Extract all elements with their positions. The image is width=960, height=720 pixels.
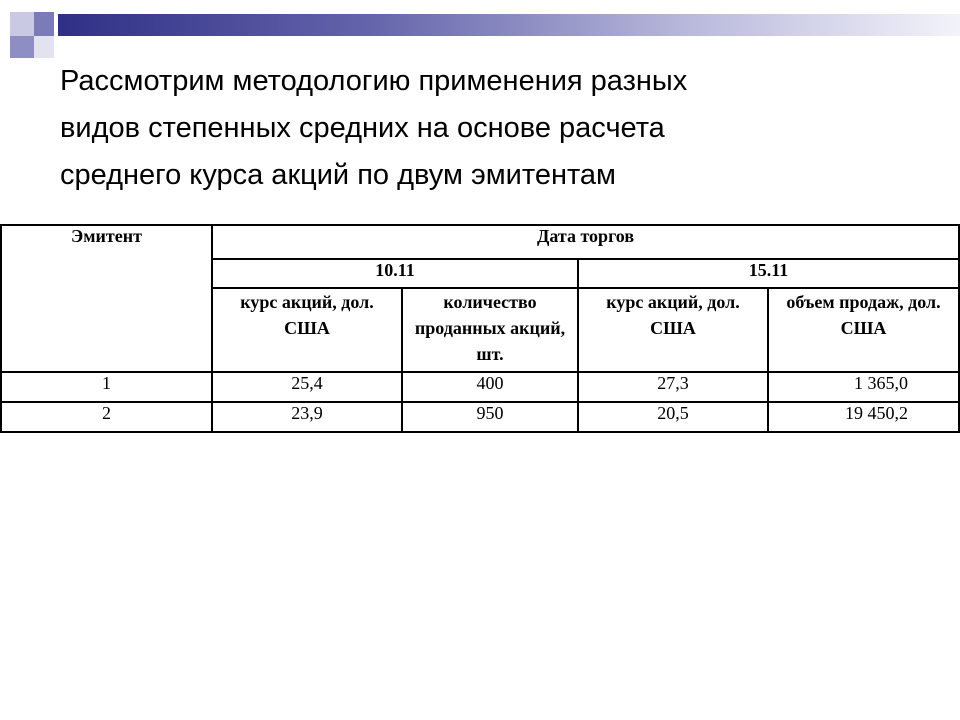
cell-sales-volume: 1 365,0 xyxy=(768,372,959,402)
table-row xyxy=(1,402,959,432)
cell-quantity: 400 xyxy=(402,372,578,402)
decor-square xyxy=(10,12,34,36)
table-row xyxy=(1,372,959,402)
cell-price-2: 27,3 xyxy=(578,372,768,402)
slide-title: Рассмотрим методологию применения разных видов степенных средних на основе расчета среднего курса акций по двум эмитентам xyxy=(60,65,688,191)
header-trade-date: Дата торгов xyxy=(212,225,959,259)
cell-price-1: 25,4 xyxy=(212,372,402,402)
cell-price-2: 20,5 xyxy=(578,402,768,432)
subheader-price-2: курс акций, дол. США xyxy=(578,288,768,372)
decor-square xyxy=(34,36,54,58)
subheader-quantity: количество проданных акций, шт. xyxy=(402,288,578,372)
cell-sales-volume: 19 450,2 xyxy=(768,402,959,432)
subheader-sales-volume: объем продаж, дол. США xyxy=(768,288,959,372)
cell-quantity: 950 xyxy=(402,402,578,432)
decor-square xyxy=(10,36,34,58)
subheader-price-1: курс акций, дол. США xyxy=(212,288,402,372)
title-decoration-bar xyxy=(58,14,960,36)
share-price-table xyxy=(0,224,960,433)
cell-price-1: 23,9 xyxy=(212,402,402,432)
decor-square xyxy=(34,12,54,36)
cell-emitent: 1 xyxy=(1,372,212,402)
header-emitent: Эмитент xyxy=(1,225,212,372)
cell-emitent: 2 xyxy=(1,402,212,432)
header-date-1: 10.11 xyxy=(212,259,578,288)
header-date-2: 15.11 xyxy=(578,259,959,288)
